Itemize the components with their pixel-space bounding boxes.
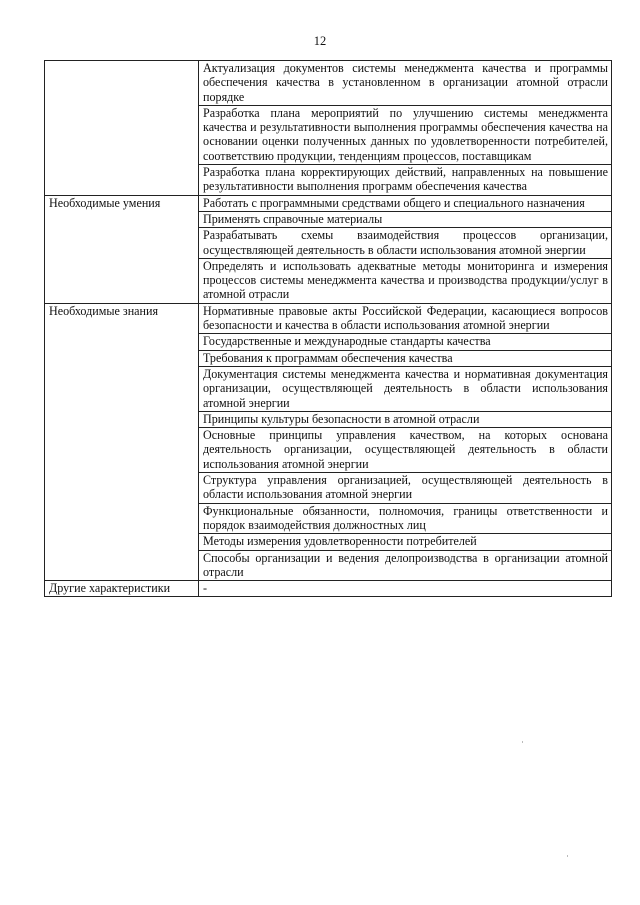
scan-speck [522, 741, 523, 743]
row-item: - [199, 581, 612, 597]
row-item: Функциональные обязанности, полномочия, границы ответственности и порядок взаимодействия должностных лиц [199, 503, 612, 534]
row-item: Государственные и международные стандарты качества [199, 334, 612, 350]
row-label: Необходимые знания [45, 303, 199, 580]
row-item: Способы организации и ведения делопроизводства в организации атомной отрасли [199, 550, 612, 581]
row-label: Другие характеристики [45, 581, 199, 597]
page-number: 12 [313, 34, 327, 48]
scan-speck [567, 855, 568, 857]
row-item: Структура управления организацией, осуществляющей деятельность в области использования атомной энергии [199, 473, 612, 504]
row-label: Необходимые умения [45, 195, 199, 303]
row-item: Разработка плана мероприятий по улучшению системы менеджмента качества и результативности выполнения программы обеспечения качества на основании оценки полученных данных по удовлетворенности потребителей, соответствию продукции, тенденциям процессов, поставщикам [199, 105, 612, 164]
competency-table-body [45, 61, 612, 597]
table-row [45, 581, 612, 597]
row-item: Работать с программными средствами общего и специального назначения [199, 195, 612, 211]
table-row [45, 195, 612, 211]
row-item: Разработка плана корректирующих действий, направленных на повышение результативности выполнения программ обеспечения качества [199, 165, 612, 196]
row-item: Требования к программам обеспечения качества [199, 350, 612, 366]
row-item: Определять и использовать адекватные методы мониторинга и измерения процессов системы менеджмента качества и производства продукции/услуг в атомной отрасли [199, 258, 612, 303]
row-item: Основные принципы управления качеством, на которых основана деятельность организации, осуществляющей деятельность в области использования атомной энергии [199, 428, 612, 473]
table-row [45, 61, 612, 106]
row-item: Актуализация документов системы менеджмента качества и программы обеспечения качества в установленном в организации атомной отрасли порядке [199, 61, 612, 106]
row-item: Документация системы менеджмента качества и нормативная документация организации, осуществляющей деятельность в области использования атомной энергии [199, 366, 612, 411]
row-item: Принципы культуры безопасности в атомной отрасли [199, 411, 612, 427]
row-item: Методы измерения удовлетворенности потребителей [199, 534, 612, 550]
competency-table [44, 60, 612, 597]
row-item: Применять справочные материалы [199, 211, 612, 227]
row-label [45, 61, 199, 196]
table-row [45, 303, 612, 334]
row-item: Нормативные правовые акты Российской Федерации, касающиеся вопросов безопасности и качества в области использования атомной энергии [199, 303, 612, 334]
row-item: Разрабатывать схемы взаимодействия процессов организации, осуществляющей деятельность в области использования атомной энергии [199, 228, 612, 259]
